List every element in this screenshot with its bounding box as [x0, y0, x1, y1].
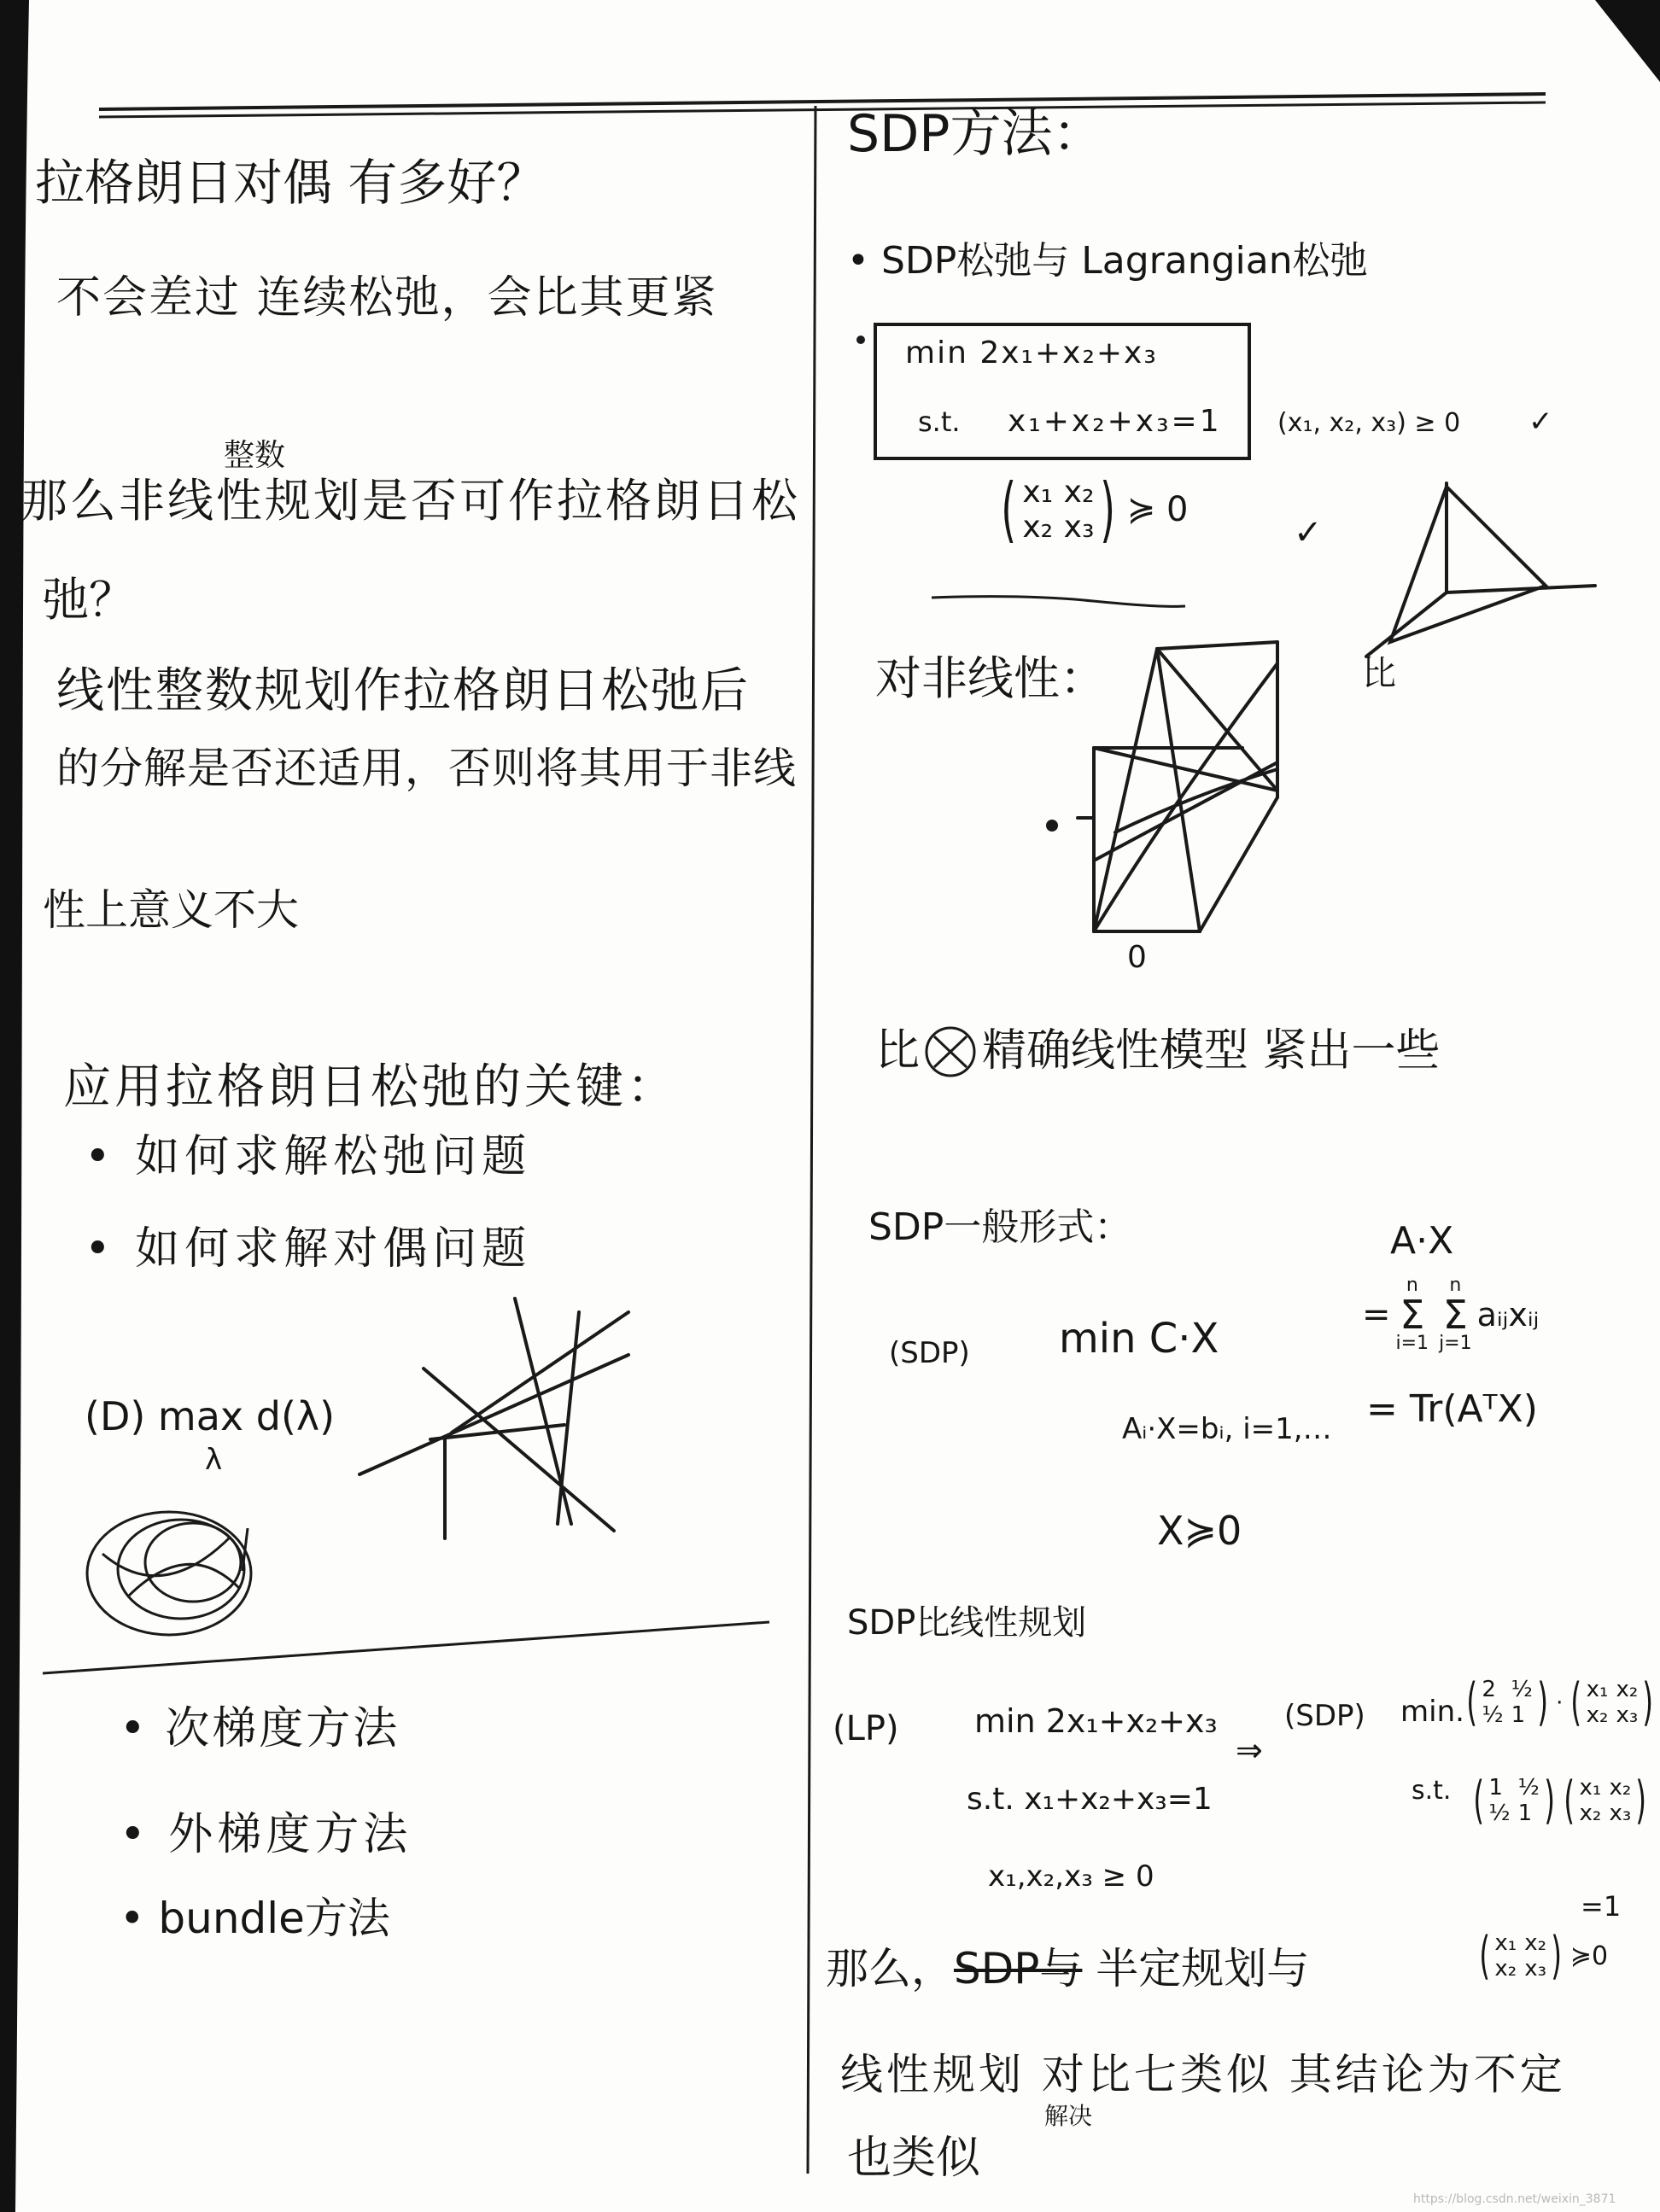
matrix-cell: x₂	[1494, 1955, 1517, 1981]
matrix-cell: x₂	[1609, 1775, 1632, 1801]
scribble-stroke	[102, 1528, 248, 1596]
question-nonlinear-line1: 那么非线性规划是否可作拉格朗日松	[21, 474, 800, 528]
matrix-cell: x₃	[1616, 1701, 1639, 1728]
sdp-example-tag: (SDP)	[1284, 1699, 1365, 1733]
matrix-cell: x₁	[1579, 1775, 1602, 1801]
matrix-cell: x₂	[1524, 1930, 1547, 1956]
left-paren: (	[1564, 1771, 1575, 1830]
matrix-cell: 2	[1482, 1677, 1496, 1702]
dual-problem: (D) max d(λ)	[85, 1393, 336, 1439]
inner-product: A·X	[1390, 1219, 1454, 1263]
right-paren: )	[1100, 468, 1116, 551]
column-divider	[808, 106, 815, 2174]
matrix-cell: ½	[1488, 1800, 1511, 1826]
top-right-scan-corner	[1595, 0, 1660, 82]
conclusion-line2: 线性规划 对比七类似 其结论为不定	[840, 2050, 1566, 2099]
simplex-axis	[1447, 586, 1595, 592]
sdp-constraint: Aᵢ·X=bᵢ, i=1,…	[1122, 1412, 1332, 1446]
double-sum-expression	[1362, 1276, 1539, 1353]
conclusion-lead: 那么，	[826, 1944, 954, 1993]
note-line: 的分解是否还适用，否则将其用于非线	[56, 744, 797, 793]
simplex-figure	[1366, 483, 1595, 657]
sdp-general-form-title: SDP一般形式：	[868, 1205, 1132, 1249]
matrix-cell: x₃	[1609, 1800, 1632, 1826]
region-edge	[1094, 748, 1277, 791]
conclusion-line3: 也类似	[847, 2133, 981, 2184]
nonlinear-heading: 对非线性：	[875, 651, 1106, 705]
check-mark-icon: ✓	[1528, 405, 1553, 439]
check-mark-icon: ✓	[1294, 513, 1323, 552]
key-points-title: 应用拉格朗日松弛的关键：	[63, 1059, 678, 1115]
sdp-constraint-matrices	[1469, 1771, 1651, 1830]
matrix-cell: ½	[1517, 1775, 1540, 1801]
matrix-cell: x₂	[1579, 1800, 1602, 1826]
key-point-item: • 如何求解松弛问题	[85, 1131, 532, 1182]
matrix-cell: x₂	[1586, 1701, 1609, 1728]
left-paren: (	[1001, 468, 1017, 551]
nonnegativity: (x₁, x₂, x₃) ≥ 0	[1277, 408, 1461, 438]
inserted-word: 整数	[224, 438, 286, 473]
matrix-cell: 1	[1511, 1701, 1526, 1728]
sdp-objective: min C·X	[1059, 1315, 1219, 1363]
conclusion-note: 解决	[1044, 2102, 1093, 2130]
psd-relation: ≽ 0	[1126, 490, 1189, 530]
crossed-circle-mark	[926, 1028, 974, 1076]
sdp-example-st: s.t.	[1412, 1776, 1452, 1806]
simplex-label: 比	[1362, 654, 1396, 693]
matrix-cell: x₃	[1524, 1955, 1547, 1981]
right-paren: )	[1551, 1926, 1563, 1986]
left-paren: (	[1479, 1926, 1491, 1986]
dual-line	[359, 1355, 628, 1474]
method-item: • bundle方法	[120, 1894, 390, 1943]
left-section-rule	[43, 1622, 769, 1673]
dot-operator: ·	[1556, 1690, 1564, 1716]
box-objective: min 2x₁+x₂+x₃	[905, 336, 1158, 371]
tighter-statement: 精确线性模型 紧出一些	[982, 1025, 1441, 1077]
left-paren: (	[1473, 1771, 1485, 1830]
lp-objective: min 2x₁+x₂+x₃	[974, 1702, 1218, 1740]
sdp-objective-matrices	[1462, 1672, 1658, 1732]
question-nonlinear-line2: 弛？	[43, 573, 135, 627]
method-item: • 次梯度方法	[120, 1703, 400, 1754]
left-paren: (	[1570, 1672, 1582, 1732]
matrix-cell: x₂	[1616, 1677, 1639, 1702]
matrix-cell: x₁	[1494, 1930, 1517, 1956]
cross-stroke	[934, 1036, 967, 1067]
matrix-cell: x₃	[1063, 510, 1095, 546]
left-scan-shadow	[0, 0, 29, 2212]
implies-arrow: ⇒	[1236, 1731, 1263, 1769]
psd-matrix-constraint	[995, 468, 1193, 551]
sum-lower-limit: i=1	[1395, 1333, 1429, 1354]
right-paren: )	[1537, 1672, 1548, 1732]
matrix-cell: x₂	[1063, 475, 1095, 510]
sdp-psd-constraint: X≽0	[1157, 1508, 1242, 1554]
sum-term: aᵢⱼxᵢⱼ	[1476, 1296, 1540, 1334]
conclusion-line1	[826, 1943, 1309, 1994]
matrix-cell: x₁	[1022, 475, 1054, 510]
variable-matrix	[1580, 1776, 1632, 1827]
note-line: 性上意义不大	[43, 885, 299, 935]
top-rule-2	[99, 102, 1546, 117]
matrix-grid	[1022, 475, 1094, 546]
box-constraint: x₁+x₂+x₃=1	[1008, 404, 1222, 439]
origin-label: 0	[1127, 940, 1147, 975]
sdp-tag: (SDP)	[889, 1336, 970, 1370]
region-edge	[1157, 642, 1277, 649]
conclusion-subject: 半定规划与	[1096, 1944, 1310, 1993]
matrix-cell: 1	[1517, 1800, 1533, 1826]
right-paren: )	[1635, 1771, 1647, 1830]
tighter-prefix: 比	[875, 1025, 921, 1077]
matrix-cell: x₂	[1022, 510, 1054, 546]
dual-line	[452, 1312, 628, 1433]
matrix-cell: x₁	[1586, 1677, 1609, 1702]
sum-i	[1396, 1276, 1429, 1353]
dual-line	[424, 1369, 614, 1531]
method-item: • 外梯度方法	[120, 1809, 412, 1860]
matrix-cell: ½	[1511, 1677, 1533, 1702]
struck-text: SDP与	[954, 1944, 1083, 1993]
dual-problem-subscript: λ	[205, 1443, 223, 1477]
example-title: SDP比线性规划	[847, 1603, 1087, 1643]
sdp-example-min: min.	[1400, 1695, 1464, 1729]
note-line: 线性整数规划作拉格朗日松弛后	[56, 663, 750, 719]
constraint-matrix	[1488, 1776, 1540, 1827]
sum-lower-limit: j=1	[1439, 1333, 1472, 1354]
box-st-label: s.t.	[918, 406, 961, 438]
scribble	[87, 1512, 251, 1635]
sdp-example-psd	[1475, 1926, 1612, 1986]
variable-matrix	[1587, 1678, 1639, 1729]
scribble-loop	[145, 1523, 241, 1602]
top-rule-1	[99, 94, 1546, 109]
lp-nonnegativity: x₁,x₂,x₃ ≥ 0	[988, 1859, 1154, 1894]
matrix-cell: 1	[1488, 1775, 1503, 1801]
region-curve	[1115, 769, 1277, 832]
trace-expression: = Tr(AᵀX)	[1366, 1387, 1538, 1431]
region-edge	[1200, 797, 1277, 931]
key-point-item: • 如何求解对偶问题	[85, 1223, 532, 1275]
sigma-symbol: Σ	[1442, 1292, 1468, 1338]
watermark: https://blog.csdn.net/weixin_3871	[1413, 2192, 1616, 2206]
sdp-section-title: SDP方法：	[847, 104, 1104, 164]
answer-tighter: 不会差过 连续松弛，会比其更紧	[56, 272, 718, 324]
sdp-vs-lagrangian: • SDP松弛与 Lagrangian松弛	[847, 239, 1368, 283]
lp-constraint: s.t. x₁+x₂+x₃=1	[967, 1782, 1213, 1817]
question-lagrange-dual: 拉格朗日对偶 有多好？	[35, 154, 547, 212]
sum-upper-limit: n	[1449, 1275, 1462, 1296]
cost-matrix	[1482, 1678, 1533, 1729]
lp-tag: (LP)	[833, 1709, 899, 1748]
equals-sign: =	[1362, 1295, 1391, 1334]
right-paren: )	[1544, 1771, 1555, 1830]
sdp-constraint-rhs: =1	[1581, 1890, 1622, 1923]
psd-relation: ≽0	[1569, 1941, 1609, 1972]
left-paren: (	[1466, 1672, 1478, 1732]
region-curve	[1094, 663, 1277, 931]
sum-upper-limit: n	[1406, 1275, 1418, 1296]
matrix-cell: ½	[1482, 1701, 1504, 1728]
dual-lines-figure	[359, 1299, 628, 1538]
sigma-symbol: Σ	[1400, 1292, 1425, 1338]
variable-matrix	[1494, 1931, 1546, 1982]
separator-squiggle	[932, 597, 1185, 607]
sum-j	[1439, 1276, 1472, 1353]
right-paren: )	[1642, 1672, 1654, 1732]
box-bullet-dot	[856, 336, 865, 344]
dual-line	[515, 1299, 571, 1524]
axis-dot	[1048, 821, 1056, 830]
